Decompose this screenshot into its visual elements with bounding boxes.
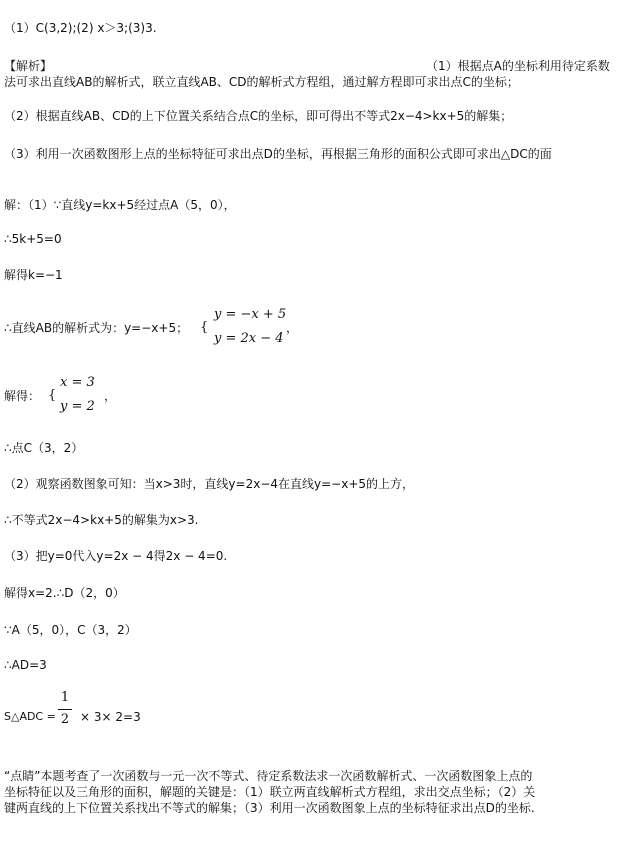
comment-line-3: 键两直线的上下位置关系找出不等式的解集；（3）利用一次函数图象上点的坐标特征求出点D的坐标. [4,801,535,815]
system1-eq2: y = 2x − 4 [214,331,284,346]
analysis-p2: （2）根据直线AB、CD的上下位置关系结合点C的坐标，即可得出不等式2x−4>kx+5的解集； [4,109,513,123]
area-tail: × 3× 2=3 [80,710,141,724]
solution-step-4: ∴直线AB的解析式为：y=−x+5； [4,321,189,335]
solution-step-5: 解得： [4,389,41,403]
area-fraction-numerator: 1 [60,690,70,705]
solution-step-9: （3）把y=0代入y=2x − 4得2x − 4=0. [4,549,228,563]
comment-line-1: “点睛”本题考查了一次函数与一元一次不等式、待定系数法求一次函数解析式、一次函数图象上点的 [4,769,533,783]
solution-step-1: 解：（1）∵直线y=kx+5经过点A（5，0）， [4,198,236,212]
system2-eq1: x = 3 [60,375,95,390]
analysis-p1-right: （1）根据点A的坐标利用待定系数 [426,59,610,73]
system2-brace: { [48,388,57,403]
analysis-p1-cont: 法可求出直线AB的解析式，联立直线AB、CD的解析式方程组，通过解方程即可求出点C的坐标； [4,75,519,89]
comment-line-2: 坐标特征以及三角形的面积，解题的关键是：（1）联立两直线解析式方程组，求出交点坐标；（2）关 [4,785,536,799]
system1-brace: { [200,320,209,335]
answer-line: （1）C(3,2);(2) x＞3;(3)3. [4,21,157,35]
system2-tail: ， [104,389,117,403]
solution-step-10: 解得x=2.∴D（2，0） [4,586,125,600]
solution-step-3: 解得k=−1 [4,268,63,282]
system1-tail: ， [286,321,299,335]
solution-step-2: ∴5k+5=0 [4,232,62,246]
solution-step-6: ∴点C（3，2） [4,441,84,455]
system1-eq1: y = −x + 5 [214,307,287,322]
analysis-p3: （3）利用一次函数图形上点的坐标特征可求出点D的坐标，再根据三角形的面积公式即可求出△DC的面 [4,147,552,161]
solution-step-7: （2）观察函数图象可知：当x>3时，直线y=2x−4在直线y=−x+5的上方， [4,477,415,491]
system2-eq2: y = 2 [60,399,95,414]
solution-step-12: ∴AD=3 [4,658,47,672]
solution-step-8: ∴不等式2x−4>kx+5的解集为x>3. [4,513,199,527]
area-label: S△ADC = [4,710,56,723]
area-fraction-bar [58,709,72,710]
area-fraction-denominator: 2 [60,712,70,727]
solution-step-11: ∵A（5，0），C（3，2） [4,623,137,637]
analysis-label: 【解析】 [4,59,53,73]
